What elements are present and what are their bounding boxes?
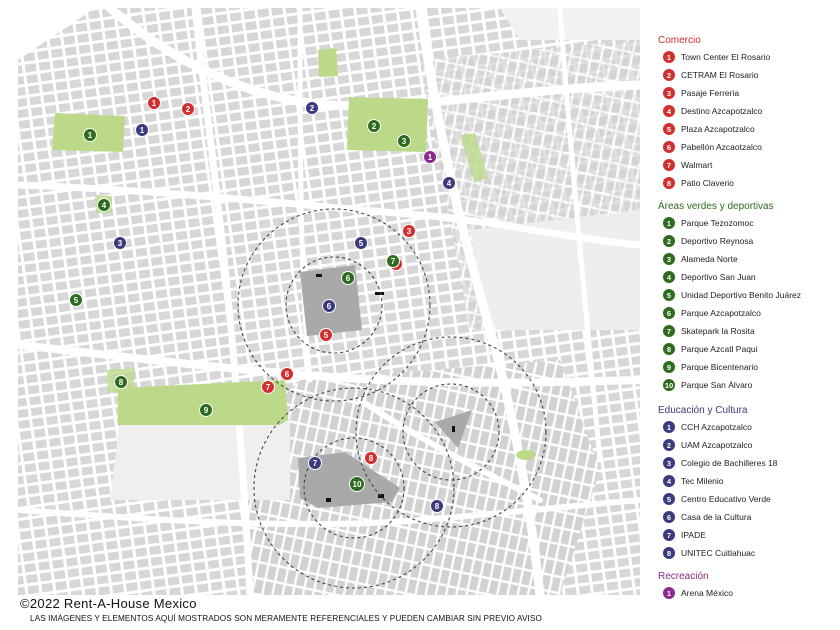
map-marker-number: 6 bbox=[326, 302, 332, 311]
legend-item bbox=[658, 232, 834, 250]
map-marker-number: 7 bbox=[265, 383, 271, 392]
legend-item bbox=[658, 454, 834, 472]
legend-item-label: Casa de la Cultura bbox=[681, 512, 752, 522]
legend-item-label: Deportivo Reynosa bbox=[681, 236, 754, 246]
legend-number-badge: 2 bbox=[663, 69, 675, 81]
map-marker-number: 6 bbox=[345, 274, 351, 283]
legend-item bbox=[658, 102, 834, 120]
legend-item bbox=[658, 304, 834, 322]
legend-item bbox=[658, 174, 834, 192]
map-legend bbox=[658, 34, 834, 602]
legend-item-label: UNITEC Cuitlahuac bbox=[681, 548, 756, 558]
map-marker-areas[interactable] bbox=[70, 294, 83, 307]
legend-item-label: CCH Azcapotzalco bbox=[681, 422, 752, 432]
map-marker-educacion[interactable] bbox=[431, 500, 444, 513]
legend-item bbox=[658, 508, 834, 526]
legend-number-badge: 9 bbox=[663, 361, 675, 373]
legend-section-educacion bbox=[658, 404, 834, 562]
map-marker-educacion[interactable] bbox=[114, 237, 127, 250]
legend-number-badge: 8 bbox=[663, 547, 675, 559]
legend-item bbox=[658, 214, 834, 232]
map-marker-number: 1 bbox=[427, 153, 433, 162]
legend-item bbox=[658, 84, 834, 102]
copyright-watermark: ©2022 Rent-A-House Mexico bbox=[20, 596, 197, 611]
map-marker-comercio[interactable] bbox=[148, 97, 161, 110]
legend-item bbox=[658, 138, 834, 156]
legend-number-badge: 4 bbox=[663, 475, 675, 487]
legend-title-recreacion: Recreación bbox=[658, 571, 709, 582]
legend-item bbox=[658, 472, 834, 490]
map-marker-areas[interactable] bbox=[98, 199, 111, 212]
map-marker-number: 4 bbox=[446, 179, 452, 188]
legend-title-areas: Áreas verdes y deportivas bbox=[658, 201, 774, 212]
map-marker-number: 2 bbox=[185, 105, 191, 114]
map-marker-comercio[interactable] bbox=[365, 452, 378, 465]
legend-item bbox=[658, 358, 834, 376]
map-marker-number: 3 bbox=[117, 239, 123, 248]
map-marker-comercio[interactable] bbox=[182, 103, 195, 116]
map-marker-number: 5 bbox=[358, 239, 364, 248]
legend-item-label: Town Center El Rosario bbox=[681, 52, 771, 62]
map-marker-number: 5 bbox=[323, 331, 329, 340]
legend-item bbox=[658, 286, 834, 304]
legend-item bbox=[658, 250, 834, 268]
map-marker-number: 7 bbox=[390, 257, 396, 266]
legend-item-label: Parque Tezozomoc bbox=[681, 218, 754, 228]
legend-number-badge: 6 bbox=[663, 141, 675, 153]
map-marker-number: 7 bbox=[312, 459, 318, 468]
legend-number-badge: 5 bbox=[663, 289, 675, 301]
legend-item-label: Tec Milenio bbox=[681, 476, 724, 486]
map-marker-number: 8 bbox=[368, 454, 374, 463]
map-marker-recreacion[interactable] bbox=[424, 151, 437, 164]
legend-item-label: Parque Azcapotzalco bbox=[681, 308, 761, 318]
legend-title-comercio: Comercio bbox=[658, 35, 701, 46]
legend-number-badge: 1 bbox=[663, 421, 675, 433]
legend-item-label: Centro Educativo Verde bbox=[681, 494, 771, 504]
map-marker-number: 10 bbox=[352, 480, 362, 489]
legend-item bbox=[658, 66, 834, 84]
legend-item-label: Unidad Deportivo Benito Juárez bbox=[681, 290, 802, 300]
legend-number-badge: 6 bbox=[663, 307, 675, 319]
map-marker-areas[interactable] bbox=[115, 376, 128, 389]
legend-item bbox=[658, 490, 834, 508]
map-marker-comercio[interactable] bbox=[262, 381, 275, 394]
legend-number-badge: 7 bbox=[663, 325, 675, 337]
legend-item bbox=[658, 48, 834, 66]
legend-number-badge: 7 bbox=[663, 529, 675, 541]
legend-number-badge: 1 bbox=[663, 51, 675, 63]
legend-item-label: CETRAM El Rosario bbox=[681, 70, 759, 80]
map-marker-number: 3 bbox=[401, 137, 407, 146]
map-marker-areas[interactable] bbox=[350, 477, 365, 492]
disclaimer-text: LAS IMÁGENES Y ELEMENTOS AQUÍ MOSTRADOS SON MERAMENTE REFERENCIALES Y PUEDEN CAMBIAR SIN PREVIO AVISO bbox=[30, 614, 542, 623]
legend-section-comercio bbox=[658, 34, 834, 192]
legend-item-label: Plaza Azcapotzalco bbox=[681, 124, 755, 134]
map-marker-number: 3 bbox=[406, 227, 412, 236]
legend-item bbox=[658, 584, 834, 602]
legend-number-badge: 1 bbox=[663, 217, 675, 229]
legend-item bbox=[658, 322, 834, 340]
legend-item-label: Parque San Álvaro bbox=[681, 380, 753, 390]
legend-number-badge: 5 bbox=[663, 123, 675, 135]
legend-item bbox=[658, 340, 834, 358]
map-marker-areas[interactable] bbox=[200, 404, 213, 417]
map-marker-number: 2 bbox=[309, 104, 315, 113]
legend-number-badge: 1 bbox=[663, 587, 675, 599]
legend-number-badge: 3 bbox=[663, 87, 675, 99]
legend-number-badge: 5 bbox=[663, 493, 675, 505]
map-marker-number: 9 bbox=[203, 406, 209, 415]
legend-number-badge: 10 bbox=[664, 380, 674, 390]
legend-item-label: Parque Bicentenario bbox=[681, 362, 759, 372]
map-marker-number: 2 bbox=[371, 122, 377, 131]
legend-item bbox=[658, 526, 834, 544]
legend-item-label: Pasaje Ferreria bbox=[681, 88, 740, 98]
map-marker-areas[interactable] bbox=[398, 135, 411, 148]
legend-item-label: Deportivo San Juan bbox=[681, 272, 756, 282]
legend-item-label: Skatepark la Rosita bbox=[681, 326, 755, 336]
legend-number-badge: 2 bbox=[663, 235, 675, 247]
legend-number-badge: 4 bbox=[663, 271, 675, 283]
map-marker-comercio[interactable] bbox=[320, 329, 333, 342]
legend-item-label: UAM Azcapotzalco bbox=[681, 440, 753, 450]
legend-number-badge: 2 bbox=[663, 439, 675, 451]
legend-section-recreacion bbox=[658, 570, 834, 602]
legend-item-label: Walmart bbox=[681, 160, 713, 170]
legend-section-areas bbox=[658, 200, 834, 394]
map-marker-educacion[interactable] bbox=[443, 177, 456, 190]
legend-number-badge: 3 bbox=[663, 253, 675, 265]
legend-item bbox=[658, 436, 834, 454]
legend-number-badge: 6 bbox=[663, 511, 675, 523]
map-marker-areas[interactable] bbox=[84, 129, 97, 142]
legend-item bbox=[658, 120, 834, 138]
legend-number-badge: 8 bbox=[663, 177, 675, 189]
map-marker-number: 1 bbox=[87, 131, 93, 140]
legend-item-label: Pabellón Azcaotzalco bbox=[681, 142, 762, 152]
legend-item bbox=[658, 156, 834, 174]
map-marker-educacion[interactable] bbox=[355, 237, 368, 250]
map-marker-educacion[interactable] bbox=[306, 102, 319, 115]
legend-item bbox=[658, 544, 834, 562]
map-marker-educacion[interactable] bbox=[309, 457, 322, 470]
map-marker-educacion[interactable] bbox=[323, 300, 336, 313]
legend-item-label: Alameda Norte bbox=[681, 254, 738, 264]
map-marker-areas[interactable] bbox=[387, 255, 400, 268]
legend-item bbox=[658, 376, 834, 394]
map-marker-educacion[interactable] bbox=[136, 124, 149, 137]
legend-item bbox=[658, 268, 834, 286]
map-marker-comercio[interactable] bbox=[281, 368, 294, 381]
legend-number-badge: 4 bbox=[663, 105, 675, 117]
map-marker-number: 6 bbox=[284, 370, 290, 379]
legend-number-badge: 3 bbox=[663, 457, 675, 469]
map-marker-areas[interactable] bbox=[368, 120, 381, 133]
map-marker-comercio[interactable] bbox=[403, 225, 416, 238]
legend-item-label: Arena México bbox=[681, 588, 733, 598]
legend-item-label: Colegio de Bachilleres 18 bbox=[681, 458, 778, 468]
map-marker-number: 5 bbox=[73, 296, 79, 305]
legend-item bbox=[658, 418, 834, 436]
legend-title-educacion: Educación y Cultura bbox=[658, 405, 748, 416]
map-marker-number: 1 bbox=[151, 99, 157, 108]
legend-number-badge: 7 bbox=[663, 159, 675, 171]
map-marker-number: 8 bbox=[434, 502, 440, 511]
map-marker-number: 1 bbox=[139, 126, 145, 135]
legend-item-label: IPADE bbox=[681, 530, 706, 540]
legend-number-badge: 8 bbox=[663, 343, 675, 355]
map-marker-number: 8 bbox=[118, 378, 124, 387]
legend-item-label: Parque Azcatl Paqui bbox=[681, 344, 758, 354]
legend-item-label: Patio Claverio bbox=[681, 178, 734, 188]
map-marker-areas[interactable] bbox=[342, 272, 355, 285]
map-marker-number: 4 bbox=[101, 201, 107, 210]
legend-item-label: Destino Azcapotzalco bbox=[681, 106, 763, 116]
